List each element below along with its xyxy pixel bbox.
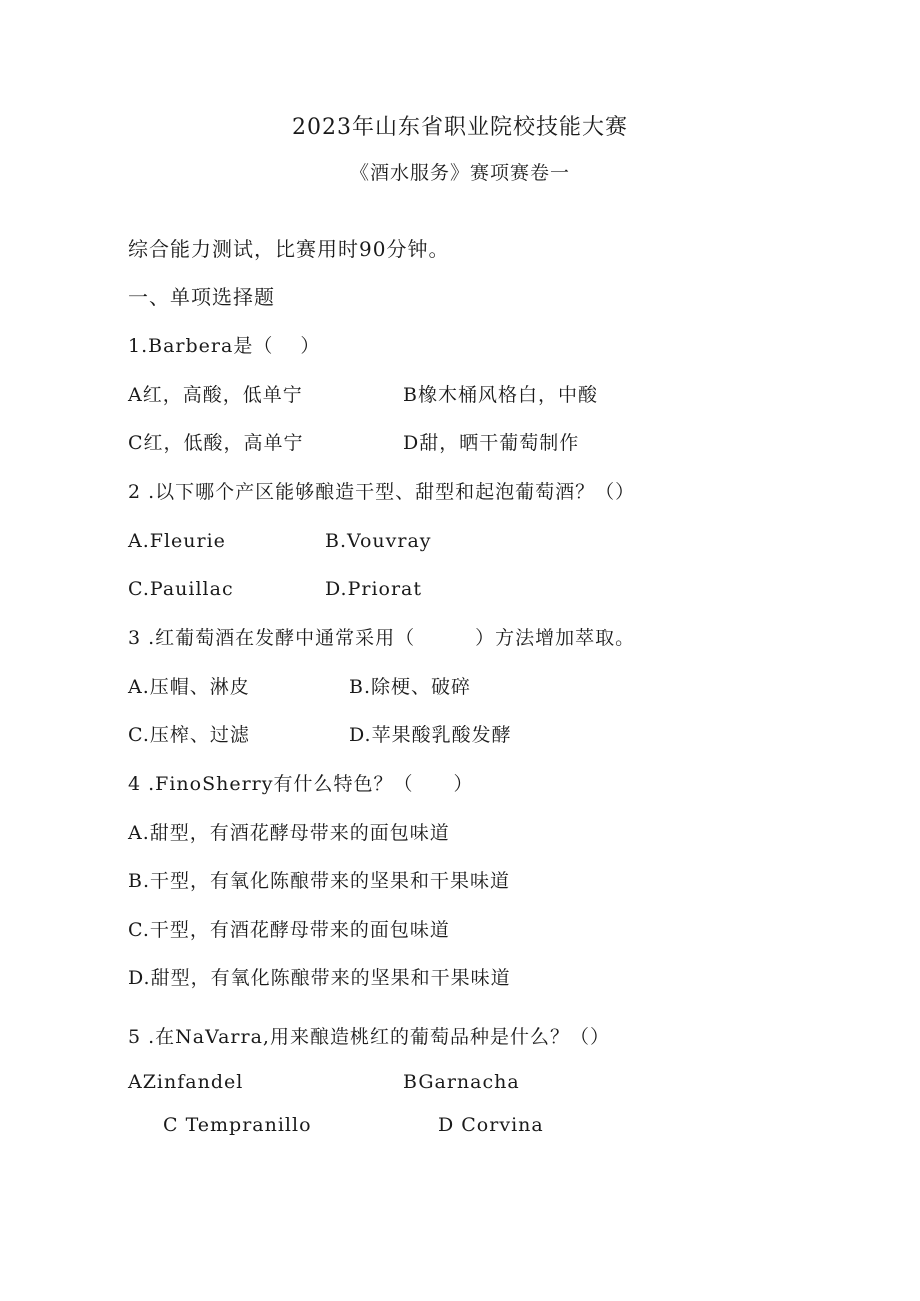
option-c: C Tempranillo [163, 1114, 312, 1136]
option-d: D Corvina [438, 1114, 544, 1136]
question-stem: 3 .红葡萄酒在发酵中通常采用（ ）方法增加萃取。 [128, 627, 636, 649]
question-stem: 2 .以下哪个产区能够酿造干型、甜型和起泡葡萄酒？（） [128, 481, 636, 503]
option-a: A.压帽、淋皮 [128, 676, 250, 698]
question-stem: 5 .在NaVarra,用来酿造桃红的葡萄品种是什么？（） [128, 1026, 610, 1048]
option-a: A.Fleurie [128, 530, 226, 552]
option-c: C.Pauillac [128, 578, 234, 600]
option-d: D.苹果酸乳酸发酵 [349, 724, 512, 746]
exam-intro: 综合能力测试，比赛用时90分钟。 [128, 237, 450, 261]
option-d: D.Priorat [325, 578, 423, 600]
option-a: A.甜型，有酒花酵母带来的面包味道 [128, 822, 450, 844]
option-b: B.Vouvray [325, 530, 432, 552]
exam-title: 2023年山东省职业院校技能大赛 [292, 115, 628, 140]
option-d: D.甜型，有氧化陈酿带来的坚果和干果味道 [128, 967, 511, 989]
section-heading: 一、单项选择题 [128, 285, 275, 309]
option-c: C.干型，有酒花酵母带来的面包味道 [128, 919, 450, 941]
option-a: AZinfandel [128, 1071, 244, 1093]
question-stem: 1.Barbera是（ ） [128, 335, 321, 357]
option-b: B橡木桶风格白，中酸 [403, 384, 598, 406]
option-a: A红，高酸，低单宁 [128, 384, 303, 406]
option-c: C红，低酸，高单宁 [128, 432, 304, 454]
option-b: B.干型，有氧化陈酿带来的坚果和干果味道 [128, 870, 511, 892]
option-b: B.除梗、破碎 [349, 676, 472, 698]
option-b: BGarnacha [403, 1071, 520, 1093]
option-d: D甜，晒干葡萄制作 [403, 432, 580, 454]
option-c: C.压榨、过滤 [128, 724, 250, 746]
exam-subtitle: 《酒水服务》赛项赛卷一 [349, 162, 570, 184]
question-stem: 4 .FinoSherry有什么特色？（ ） [128, 773, 474, 795]
